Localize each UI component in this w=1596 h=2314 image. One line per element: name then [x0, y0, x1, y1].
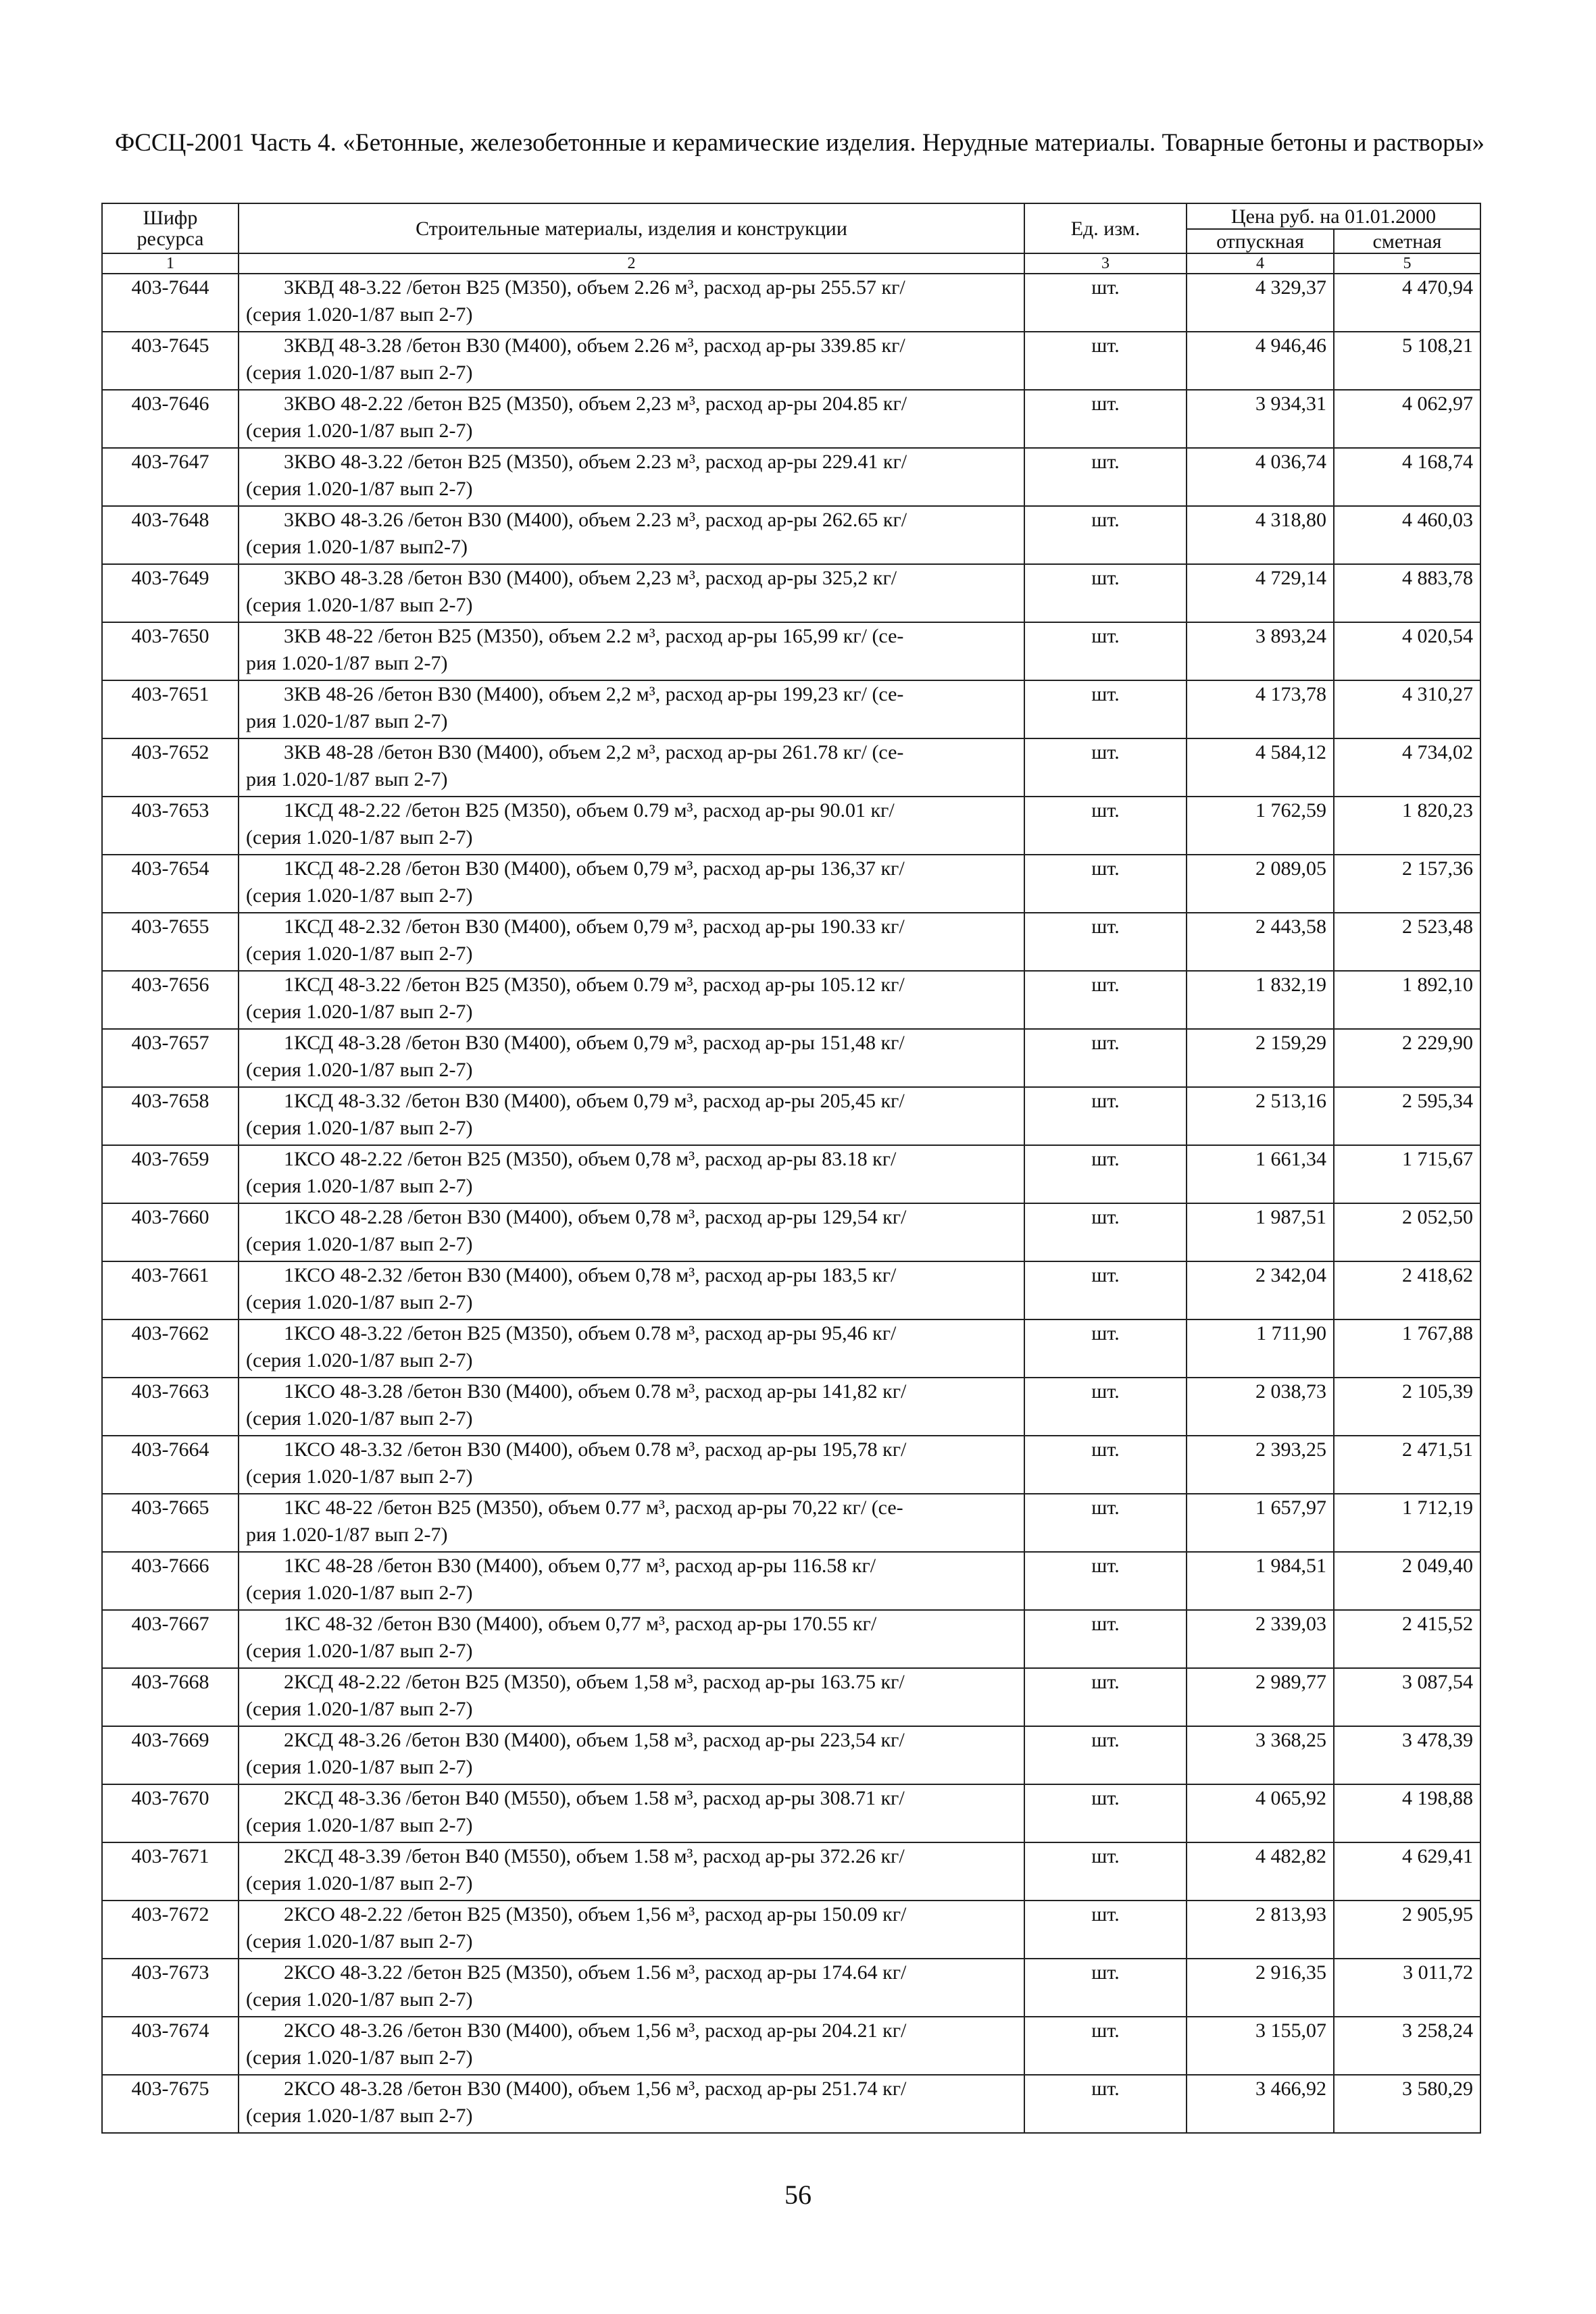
unit: шт.	[1024, 390, 1187, 448]
estimate-price: 3 478,39	[1334, 1726, 1480, 1784]
material-name-line2: (серия 1.020-1/87 вып 2-7)	[246, 420, 473, 442]
material-name-line2: (серия 1.020-1/87 вып 2-7)	[246, 1698, 473, 1720]
table-row	[102, 797, 1480, 855]
material-name	[239, 1261, 1024, 1319]
release-price: 3 155,07	[1187, 2017, 1334, 2075]
material-name	[239, 738, 1024, 797]
estimate-price: 4 020,54	[1334, 622, 1480, 680]
estimate-price: 1 820,23	[1334, 797, 1480, 855]
material-name	[239, 1087, 1024, 1145]
estimate-price: 3 258,24	[1334, 2017, 1480, 2075]
table-row	[102, 332, 1480, 390]
release-price: 2 916,35	[1187, 1959, 1334, 2017]
unit: шт.	[1024, 1145, 1187, 1203]
estimate-price: 4 629,41	[1334, 1842, 1480, 1901]
material-name-line2: (серия 1.020-1/87 вып 2-7)	[246, 1814, 473, 1836]
resource-code: 403-7661	[102, 1261, 239, 1319]
material-name-line1: 2КСО 48-2.22 /бетон В25 (М350), объем 1,56 м³, расход ар-ры 150.09 кг/	[284, 1903, 907, 1926]
table-row	[102, 1261, 1480, 1319]
material-name-line2: (серия 1.020-1/87 вып2-7)	[246, 536, 468, 558]
material-name	[239, 448, 1024, 506]
material-name	[239, 1145, 1024, 1203]
material-name	[239, 680, 1024, 738]
material-name-line1: 3КВО 48-3.26 /бетон В30 (М400), объем 2.23 м³, расход ар-ры 262.65 кг/	[284, 509, 907, 531]
material-name	[239, 1378, 1024, 1436]
material-name	[239, 2075, 1024, 2133]
release-price: 1 832,19	[1187, 971, 1334, 1029]
unit: шт.	[1024, 2075, 1187, 2133]
unit: шт.	[1024, 855, 1187, 913]
material-name-line1: 3КВ 48-26 /бетон В30 (М400), объем 2,2 м³, расход ар-ры 199,23 кг/ (се-	[284, 683, 904, 705]
resource-code: 403-7675	[102, 2075, 239, 2133]
material-name	[239, 622, 1024, 680]
unit: шт.	[1024, 622, 1187, 680]
estimate-price: 4 734,02	[1334, 738, 1480, 797]
material-name-line2: (серия 1.020-1/87 вып 2-7)	[246, 594, 473, 616]
material-name	[239, 1668, 1024, 1726]
unit: шт.	[1024, 1436, 1187, 1494]
column-number: 2	[239, 253, 1024, 274]
table-row	[102, 1959, 1480, 2017]
material-name-line1: 1КСО 48-2.22 /бетон В25 (М350), объем 0,78 м³, расход ар-ры 83.18 кг/	[284, 1148, 897, 1170]
estimate-price: 2 523,48	[1334, 913, 1480, 971]
material-name-line1: 3КВ 48-22 /бетон В25 (М350), объем 2.2 м³, расход ар-ры 165,99 кг/ (се-	[284, 625, 904, 647]
column-number: 5	[1334, 253, 1480, 274]
table-row	[102, 448, 1480, 506]
release-price: 1 984,51	[1187, 1552, 1334, 1610]
material-name-line2: (серия 1.020-1/87 вып 2-7)	[246, 2046, 473, 2069]
estimate-price: 2 471,51	[1334, 1436, 1480, 1494]
material-name-line2: (серия 1.020-1/87 вып 2-7)	[246, 1988, 473, 2011]
resource-code: 403-7664	[102, 1436, 239, 1494]
material-name-line1: 1КС 48-28 /бетон В30 (М400), объем 0,77 м³, расход ар-ры 116.58 кг/	[284, 1555, 876, 1577]
estimate-price: 2 229,90	[1334, 1029, 1480, 1087]
material-name-line2: (серия 1.020-1/87 вып 2-7)	[246, 942, 473, 965]
table-row	[102, 1029, 1480, 1087]
material-name	[239, 2017, 1024, 2075]
release-price: 4 946,46	[1187, 332, 1334, 390]
release-price: 2 813,93	[1187, 1901, 1334, 1959]
release-price: 3 368,25	[1187, 1726, 1334, 1784]
table-row	[102, 1726, 1480, 1784]
release-price: 4 065,92	[1187, 1784, 1334, 1842]
estimate-price: 4 168,74	[1334, 448, 1480, 506]
estimate-price: 4 883,78	[1334, 564, 1480, 622]
estimate-price: 3 011,72	[1334, 1959, 1480, 2017]
estimate-price: 2 105,39	[1334, 1378, 1480, 1436]
material-name	[239, 1436, 1024, 1494]
material-name-line1: 1КСД 48-2.22 /бетон В25 (М350), объем 0.79 м³, расход ар-ры 90.01 кг/	[284, 799, 895, 822]
estimate-price: 2 905,95	[1334, 1901, 1480, 1959]
release-price: 2 339,03	[1187, 1610, 1334, 1668]
header-unit: Ед. изм.	[1024, 203, 1187, 253]
table-row	[102, 1494, 1480, 1552]
material-name-line1: 2КСД 48-3.39 /бетон В40 (М550), объем 1.58 м³, расход ар-ры 372.26 кг/	[284, 1845, 905, 1867]
resource-code: 403-7665	[102, 1494, 239, 1552]
material-name-line1: 3КВО 48-3.28 /бетон В30 (М400), объем 2,23 м³, расход ар-ры 325,2 кг/	[284, 567, 897, 589]
material-name-line1: 1КСО 48-2.28 /бетон В30 (М400), объем 0,78 м³, расход ар-ры 129,54 кг/	[284, 1206, 907, 1228]
unit: шт.	[1024, 506, 1187, 564]
column-number: 1	[102, 253, 239, 274]
material-name-line1: 2КСО 48-3.28 /бетон В30 (М400), объем 1,56 м³, расход ар-ры 251.74 кг/	[284, 2078, 907, 2100]
unit: шт.	[1024, 1959, 1187, 2017]
material-name	[239, 332, 1024, 390]
table-row	[102, 1436, 1480, 1494]
material-name-line1: 1КСД 48-2.32 /бетон В30 (М400), объем 0,79 м³, расход ар-ры 190.33 кг/	[284, 915, 905, 938]
column-number-row	[102, 253, 1480, 274]
unit: шт.	[1024, 1610, 1187, 1668]
header-row	[102, 203, 1480, 229]
material-name-line1: 1КСО 48-3.28 /бетон В30 (М400), объем 0.78 м³, расход ар-ры 141,82 кг/	[284, 1380, 907, 1403]
material-name-line2: (серия 1.020-1/87 вып 2-7)	[246, 1001, 473, 1023]
material-name-line1: 1КСО 48-3.32 /бетон В30 (М400), объем 0.78 м³, расход ар-ры 195,78 кг/	[284, 1438, 907, 1461]
unit: шт.	[1024, 1552, 1187, 1610]
table-row	[102, 1784, 1480, 1842]
unit: шт.	[1024, 332, 1187, 390]
table-row	[102, 2075, 1480, 2133]
material-name	[239, 1552, 1024, 1610]
material-name	[239, 564, 1024, 622]
estimate-price: 3 087,54	[1334, 1668, 1480, 1726]
material-name-line2: (серия 1.020-1/87 вып 2-7)	[246, 1756, 473, 1778]
unit: шт.	[1024, 1378, 1187, 1436]
material-name	[239, 1784, 1024, 1842]
table-row	[102, 1378, 1480, 1436]
table-row	[102, 1842, 1480, 1901]
header-name: Строительные материалы, изделия и конструкции	[239, 203, 1024, 253]
material-name	[239, 971, 1024, 1029]
material-name-line1: 3КВ 48-28 /бетон В30 (М400), объем 2,2 м³, расход ар-ры 261.78 кг/ (се-	[284, 741, 904, 763]
material-name	[239, 1029, 1024, 1087]
resource-code: 403-7669	[102, 1726, 239, 1784]
column-number: 4	[1187, 253, 1334, 274]
page-number: 56	[784, 2180, 812, 2210]
estimate-price: 2 049,40	[1334, 1552, 1480, 1610]
resource-code: 403-7667	[102, 1610, 239, 1668]
material-name-line2: (серия 1.020-1/87 вып 2-7)	[246, 361, 473, 384]
release-price: 1 762,59	[1187, 797, 1334, 855]
page-title: ФССЦ-2001 Часть 4. «Бетонные, железобетонные и керамические изделия. Нерудные материалы. Товарные бетоны и растворы»	[115, 129, 1485, 157]
column-number: 3	[1024, 253, 1187, 274]
material-name	[239, 1959, 1024, 2017]
resource-code: 403-7647	[102, 448, 239, 506]
material-name-line2: (серия 1.020-1/87 вып 2-7)	[246, 1233, 473, 1255]
material-name	[239, 1901, 1024, 1959]
material-name	[239, 1842, 1024, 1901]
estimate-price: 1 767,88	[1334, 1319, 1480, 1378]
estimate-price: 2 157,36	[1334, 855, 1480, 913]
resource-code: 403-7673	[102, 1959, 239, 2017]
release-price: 4 173,78	[1187, 680, 1334, 738]
resource-code: 403-7659	[102, 1145, 239, 1203]
release-price: 4 482,82	[1187, 1842, 1334, 1901]
material-name	[239, 855, 1024, 913]
estimate-price: 1 715,67	[1334, 1145, 1480, 1203]
material-name-line2: (серия 1.020-1/87 вып 2-7)	[246, 303, 473, 326]
material-name-line1: 1КС 48-22 /бетон В25 (М350), объем 0.77 м³, расход ар-ры 70,22 кг/ (се-	[284, 1496, 903, 1519]
release-price: 1 661,34	[1187, 1145, 1334, 1203]
release-price: 2 089,05	[1187, 855, 1334, 913]
estimate-price: 4 310,27	[1334, 680, 1480, 738]
resource-code: 403-7648	[102, 506, 239, 564]
release-price: 2 513,16	[1187, 1087, 1334, 1145]
release-price: 1 987,51	[1187, 1203, 1334, 1261]
resource-code: 403-7651	[102, 680, 239, 738]
resource-code: 403-7655	[102, 913, 239, 971]
resource-code: 403-7649	[102, 564, 239, 622]
material-name-line1: 1КС 48-32 /бетон В30 (М400), объем 0,77 м³, расход ар-ры 170.55 кг/	[284, 1613, 877, 1635]
material-name-line2: рия 1.020-1/87 вып 2-7)	[246, 710, 448, 732]
table-row	[102, 1552, 1480, 1610]
estimate-price: 1 712,19	[1334, 1494, 1480, 1552]
resource-code: 403-7653	[102, 797, 239, 855]
material-name	[239, 1319, 1024, 1378]
unit: шт.	[1024, 797, 1187, 855]
resource-code: 403-7657	[102, 1029, 239, 1087]
table-row	[102, 1668, 1480, 1726]
price-table	[101, 203, 1481, 2134]
material-name-line2: рия 1.020-1/87 вып 2-7)	[246, 652, 448, 674]
resource-code: 403-7666	[102, 1552, 239, 1610]
material-name-line2: (серия 1.020-1/87 вып 2-7)	[246, 826, 473, 849]
header-estimate-price: сметная	[1334, 229, 1480, 253]
table-row	[102, 1901, 1480, 1959]
unit: шт.	[1024, 1203, 1187, 1261]
unit: шт.	[1024, 448, 1187, 506]
material-name-line2: (серия 1.020-1/87 вып 2-7)	[246, 478, 473, 500]
estimate-price: 2 595,34	[1334, 1087, 1480, 1145]
material-name-line1: 1КСД 48-3.32 /бетон В30 (М400), объем 0,79 м³, расход ар-ры 205,45 кг/	[284, 1090, 905, 1112]
unit: шт.	[1024, 1087, 1187, 1145]
material-name-line2: (серия 1.020-1/87 вып 2-7)	[246, 1291, 473, 1313]
unit: шт.	[1024, 274, 1187, 332]
resource-code: 403-7660	[102, 1203, 239, 1261]
material-name-line1: 1КСД 48-3.22 /бетон В25 (М350), объем 0.79 м³, расход ар-ры 105.12 кг/	[284, 974, 905, 996]
estimate-price: 5 108,21	[1334, 332, 1480, 390]
table-row	[102, 390, 1480, 448]
release-price: 4 318,80	[1187, 506, 1334, 564]
estimate-price: 2 415,52	[1334, 1610, 1480, 1668]
unit: шт.	[1024, 1494, 1187, 1552]
header-release-price: отпускная	[1187, 229, 1334, 253]
table-row	[102, 913, 1480, 971]
unit: шт.	[1024, 1842, 1187, 1901]
material-name-line1: 1КСО 48-2.32 /бетон В30 (М400), объем 0,78 м³, расход ар-ры 183,5 кг/	[284, 1264, 897, 1286]
unit: шт.	[1024, 1668, 1187, 1726]
unit: шт.	[1024, 1726, 1187, 1784]
material-name	[239, 1203, 1024, 1261]
table-row	[102, 564, 1480, 622]
estimate-price: 4 460,03	[1334, 506, 1480, 564]
release-price: 1 711,90	[1187, 1319, 1334, 1378]
estimate-price: 1 892,10	[1334, 971, 1480, 1029]
table-row	[102, 680, 1480, 738]
resource-code: 403-7644	[102, 274, 239, 332]
release-price: 2 038,73	[1187, 1378, 1334, 1436]
estimate-price: 4 198,88	[1334, 1784, 1480, 1842]
table-row	[102, 1087, 1480, 1145]
release-price: 3 466,92	[1187, 2075, 1334, 2133]
table-row	[102, 2017, 1480, 2075]
release-price: 2 393,25	[1187, 1436, 1334, 1494]
material-name-line2: (серия 1.020-1/87 вып 2-7)	[246, 1059, 473, 1081]
table-row	[102, 1203, 1480, 1261]
unit: шт.	[1024, 1029, 1187, 1087]
table-row	[102, 1145, 1480, 1203]
estimate-price: 4 470,94	[1334, 274, 1480, 332]
resource-code: 403-7670	[102, 1784, 239, 1842]
material-name-line2: (серия 1.020-1/87 вып 2-7)	[246, 1582, 473, 1604]
material-name	[239, 506, 1024, 564]
table-row	[102, 506, 1480, 564]
resource-code: 403-7663	[102, 1378, 239, 1436]
release-price: 2 159,29	[1187, 1029, 1334, 1087]
material-name-line1: 1КСД 48-2.28 /бетон В30 (М400), объем 0,79 м³, расход ар-ры 136,37 кг/	[284, 857, 905, 880]
table-body	[102, 274, 1480, 2133]
unit: шт.	[1024, 1319, 1187, 1378]
resource-code: 403-7645	[102, 332, 239, 390]
material-name-line2: рия 1.020-1/87 вып 2-7)	[246, 1524, 448, 1546]
resource-code: 403-7668	[102, 1668, 239, 1726]
unit: шт.	[1024, 1901, 1187, 1959]
material-name-line1: 2КСО 48-3.22 /бетон В25 (М350), объем 1.56 м³, расход ар-ры 174.64 кг/	[284, 1961, 907, 1984]
release-price: 2 443,58	[1187, 913, 1334, 971]
material-name	[239, 390, 1024, 448]
estimate-price: 2 052,50	[1334, 1203, 1480, 1261]
header-code: Шифр ресурса	[102, 203, 239, 253]
estimate-price: 4 062,97	[1334, 390, 1480, 448]
material-name-line2: (серия 1.020-1/87 вып 2-7)	[246, 1465, 473, 1488]
material-name-line2: (серия 1.020-1/87 вып 2-7)	[246, 1117, 473, 1139]
estimate-price: 3 580,29	[1334, 2075, 1480, 2133]
material-name-line1: 1КСД 48-3.28 /бетон В30 (М400), объем 0,79 м³, расход ар-ры 151,48 кг/	[284, 1032, 905, 1054]
unit: шт.	[1024, 564, 1187, 622]
resource-code: 403-7652	[102, 738, 239, 797]
material-name	[239, 797, 1024, 855]
table-row	[102, 1610, 1480, 1668]
header-price-group: Цена руб. на 01.01.2000	[1187, 203, 1480, 229]
material-name-line1: 1КСО 48-3.22 /бетон В25 (М350), объем 0.78 м³, расход ар-ры 95,46 кг/	[284, 1322, 897, 1344]
material-name-line2: (серия 1.020-1/87 вып 2-7)	[246, 2105, 473, 2127]
unit: шт.	[1024, 1261, 1187, 1319]
table-row	[102, 738, 1480, 797]
material-name-line2: (серия 1.020-1/87 вып 2-7)	[246, 1872, 473, 1894]
material-name	[239, 913, 1024, 971]
resource-code: 403-7672	[102, 1901, 239, 1959]
material-name-line2: (серия 1.020-1/87 вып 2-7)	[246, 1349, 473, 1372]
unit: шт.	[1024, 738, 1187, 797]
resource-code: 403-7671	[102, 1842, 239, 1901]
resource-code: 403-7654	[102, 855, 239, 913]
release-price: 3 934,31	[1187, 390, 1334, 448]
resource-code: 403-7674	[102, 2017, 239, 2075]
resource-code: 403-7656	[102, 971, 239, 1029]
release-price: 4 584,12	[1187, 738, 1334, 797]
material-name-line1: 2КСД 48-3.36 /бетон В40 (М550), объем 1.58 м³, расход ар-ры 308.71 кг/	[284, 1787, 905, 1809]
table-row	[102, 855, 1480, 913]
resource-code: 403-7650	[102, 622, 239, 680]
table-row	[102, 274, 1480, 332]
release-price: 3 893,24	[1187, 622, 1334, 680]
release-price: 1 657,97	[1187, 1494, 1334, 1552]
material-name-line1: 3КВО 48-3.22 /бетон В25 (М350), объем 2.23 м³, расход ар-ры 229.41 кг/	[284, 451, 907, 473]
unit: шт.	[1024, 680, 1187, 738]
release-price: 4 329,37	[1187, 274, 1334, 332]
material-name-line1: 3КВД 48-3.22 /бетон В25 (М350), объем 2.26 м³, расход ар-ры 255.57 кг/	[284, 276, 905, 299]
material-name	[239, 274, 1024, 332]
material-name	[239, 1610, 1024, 1668]
release-price: 4 036,74	[1187, 448, 1334, 506]
resource-code: 403-7658	[102, 1087, 239, 1145]
release-price: 2 989,77	[1187, 1668, 1334, 1726]
material-name-line1: 2КСД 48-2.22 /бетон В25 (М350), объем 1,58 м³, расход ар-ры 163.75 кг/	[284, 1671, 905, 1693]
material-name	[239, 1494, 1024, 1552]
table-row	[102, 1319, 1480, 1378]
unit: шт.	[1024, 913, 1187, 971]
release-price: 2 342,04	[1187, 1261, 1334, 1319]
material-name	[239, 1726, 1024, 1784]
material-name-line1: 2КСД 48-3.26 /бетон В30 (М400), объем 1,58 м³, расход ар-ры 223,54 кг/	[284, 1729, 905, 1751]
unit: шт.	[1024, 971, 1187, 1029]
material-name-line2: (серия 1.020-1/87 вып 2-7)	[246, 1407, 473, 1430]
resource-code: 403-7646	[102, 390, 239, 448]
resource-code: 403-7662	[102, 1319, 239, 1378]
material-name-line1: 3КВО 48-2.22 /бетон В25 (М350), объем 2,23 м³, расход ар-ры 204.85 кг/	[284, 393, 907, 415]
unit: шт.	[1024, 1784, 1187, 1842]
release-price: 4 729,14	[1187, 564, 1334, 622]
material-name-line2: (серия 1.020-1/87 вып 2-7)	[246, 1175, 473, 1197]
material-name-line1: 2КСО 48-3.26 /бетон В30 (М400), объем 1,56 м³, расход ар-ры 204.21 кг/	[284, 2019, 907, 2042]
table-row	[102, 622, 1480, 680]
material-name-line2: рия 1.020-1/87 вып 2-7)	[246, 768, 448, 790]
table-row	[102, 971, 1480, 1029]
material-name-line2: (серия 1.020-1/87 вып 2-7)	[246, 1640, 473, 1662]
material-name-line1: 3КВД 48-3.28 /бетон В30 (М400), объем 2.26 м³, расход ар-ры 339.85 кг/	[284, 334, 905, 357]
estimate-price: 2 418,62	[1334, 1261, 1480, 1319]
unit: шт.	[1024, 2017, 1187, 2075]
material-name-line2: (серия 1.020-1/87 вып 2-7)	[246, 1930, 473, 1953]
material-name-line2: (серия 1.020-1/87 вып 2-7)	[246, 884, 473, 907]
